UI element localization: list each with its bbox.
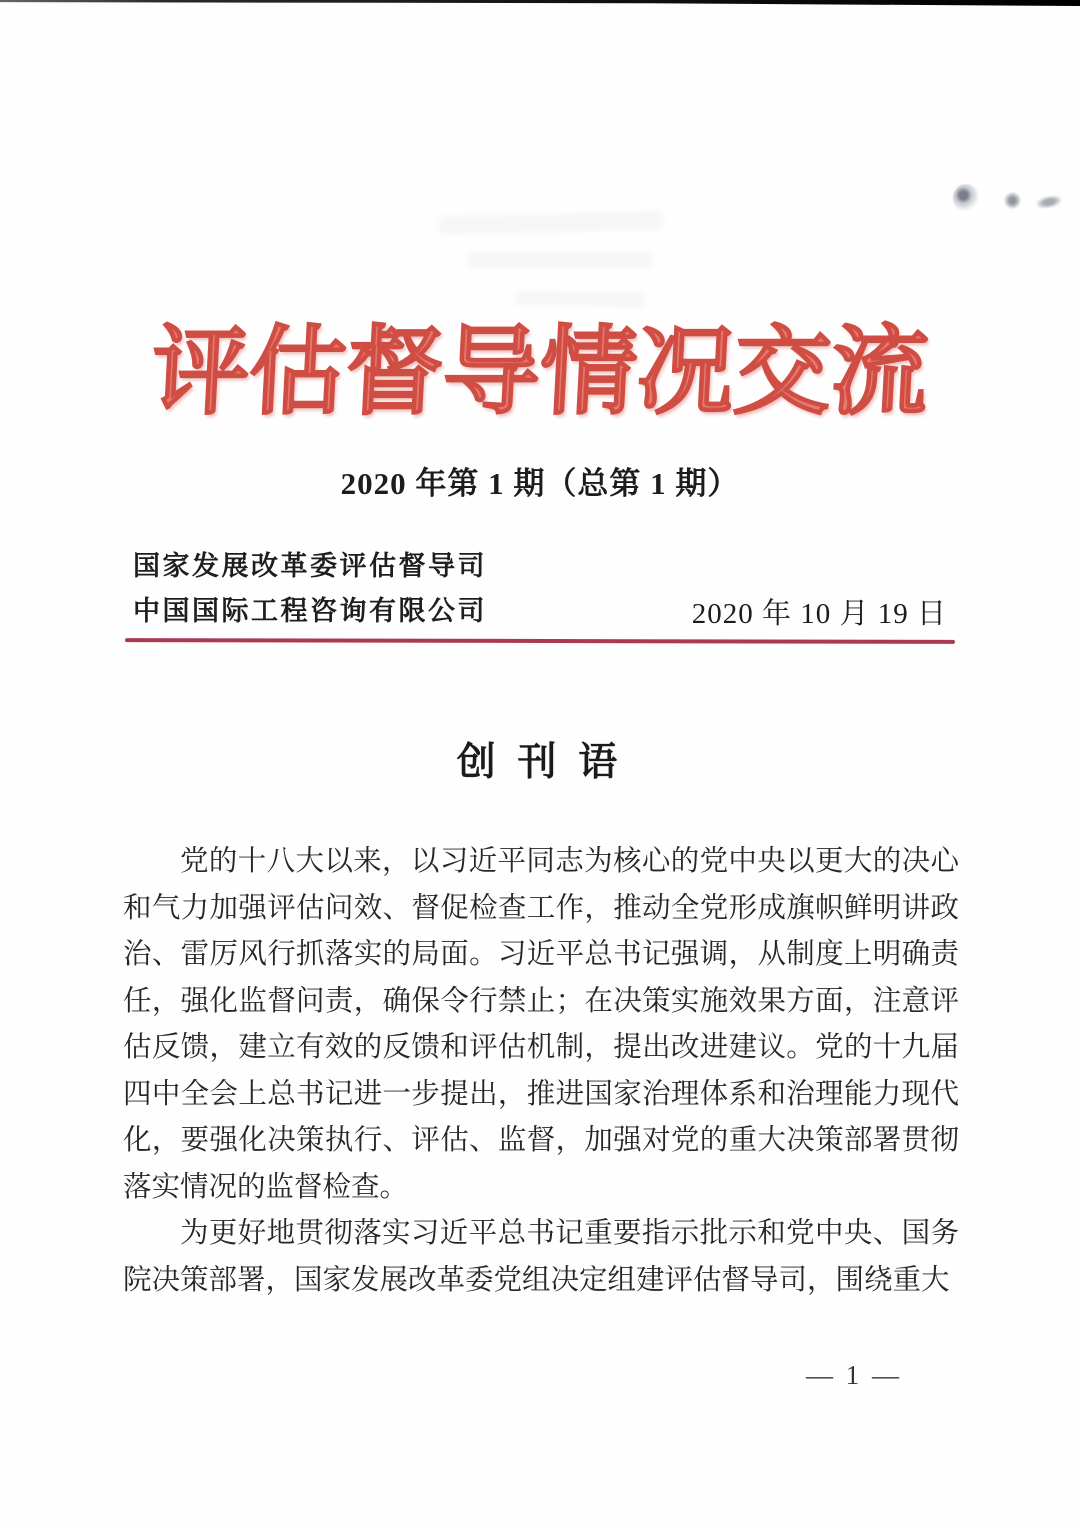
publisher-org-1: 国家发展改革委评估督导司 [133, 551, 487, 581]
article-body [123, 839, 959, 1304]
publisher-org-2: 中国国际工程咨询有限公司 [133, 596, 487, 626]
scan-smudge [1035, 193, 1063, 210]
issue-number-line: 2020 年第 1 期（总第 1 期） [340, 466, 740, 501]
article-heading: 创 刊 语 [456, 741, 624, 784]
page-bleed-through-artifact [468, 252, 653, 268]
article-paragraph: 为更好地贯彻落实习近平总书记重要指示批示和党中央、国务院决策部署，国家发展改革委党组决定组建评估督导司，围绕重大 [123, 1218, 959, 1296]
newsletter-title: 评估督导情况交流 [149, 314, 931, 428]
publication-date: 2020 年 10 月 19 日 [691, 598, 947, 630]
page-bleed-through-artifact [438, 211, 663, 235]
page-bleed-through-artifact [515, 291, 645, 307]
masthead-divider-rule [125, 638, 955, 644]
publisher-orgs [133, 544, 487, 634]
page-number: — 1 — [806, 1360, 902, 1390]
scan-smudge [953, 184, 979, 212]
scan-smudge [1004, 192, 1021, 209]
publisher-block [133, 544, 955, 634]
article-paragraph: 党的十八大以来，以习近平同志为核心的党中央以更大的决心和气力加强评估问效、督促检查工作，推动全党形成旗帜鲜明讲政治、雷厉风行抓落实的局面。习近平总书记强调，从制度上明确责任，强化监督问责，确保令行禁止；在决策实施效果方面，注意评估反馈，建立有效的反馈和评估机制，提出改进建议。党的十九届四中全会上总书记进一步提出，推进国家治理体系和治理能力现代化，要强化决策执行、评估、监督，加强对党的重大决策部署贯彻落实情况的监督检查。 [123, 846, 959, 1203]
scan-edge-line [0, 0, 1080, 6]
